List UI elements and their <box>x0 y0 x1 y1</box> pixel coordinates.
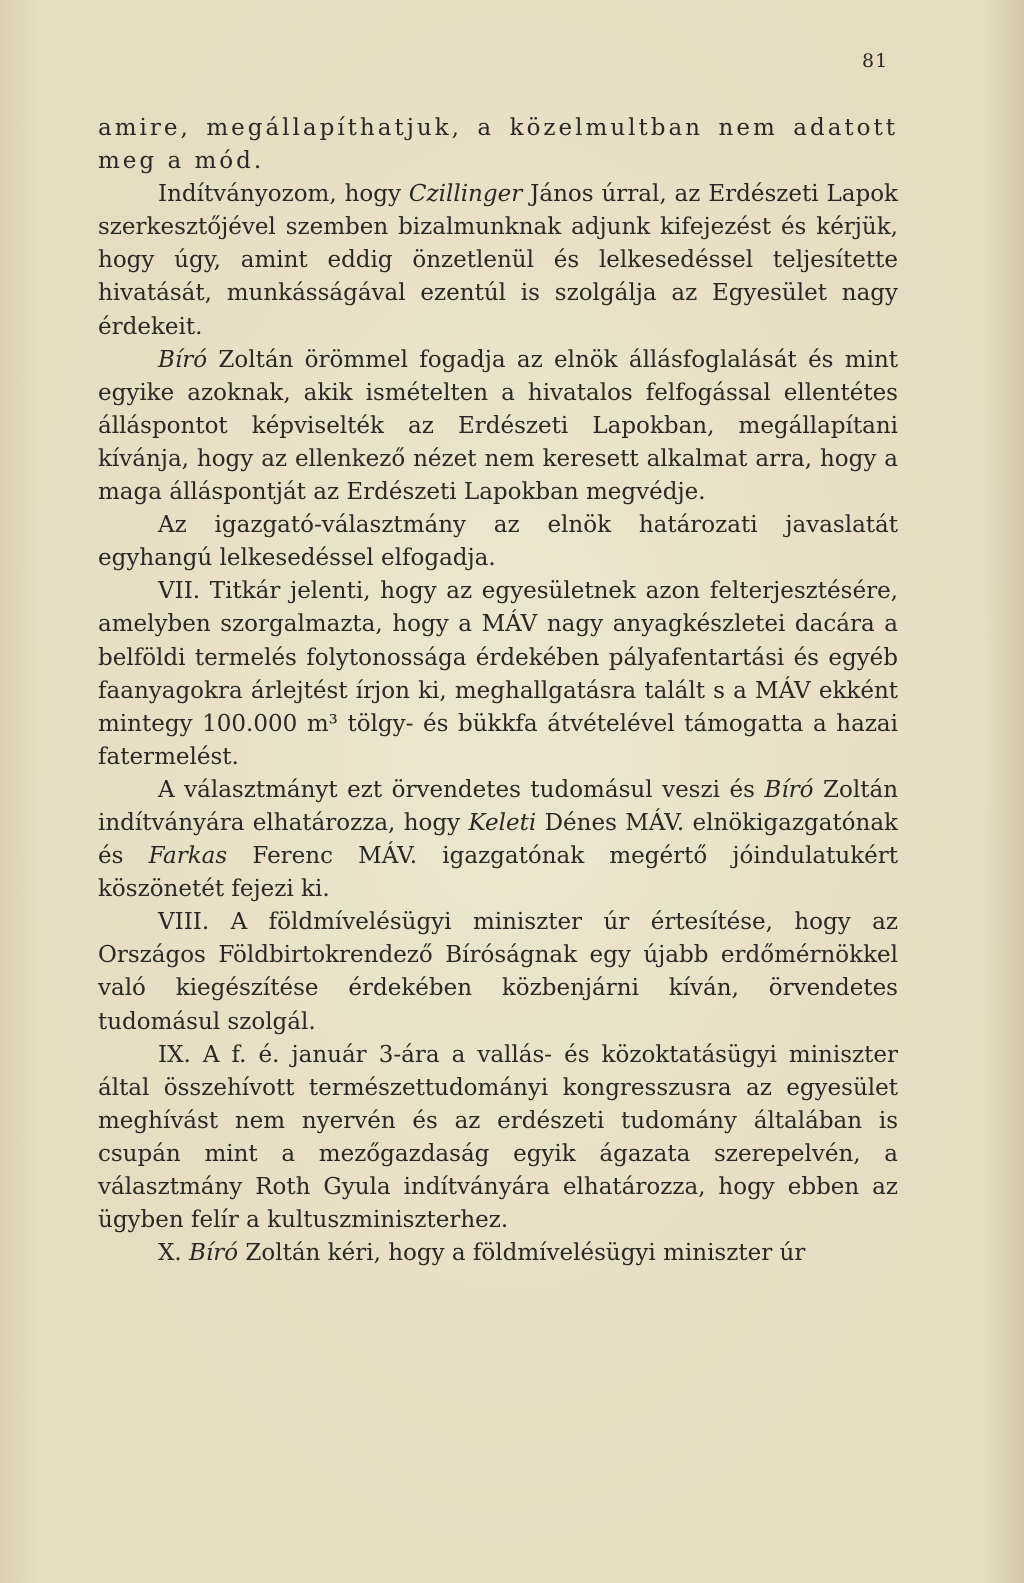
paragraph <box>98 344 898 509</box>
italic-name: Czillinger <box>408 181 523 208</box>
text-run: X. <box>158 1240 189 1267</box>
paragraph <box>98 906 898 1038</box>
text-run: Dénes MÁV. elnökigazgatónak és <box>98 809 898 870</box>
text-run: Az igazgató-választmány az elnök határozati javaslatát egyhangú lelkesedéssel elfogadja. <box>98 512 898 572</box>
text-run: VIII. A földmívelésügyi miniszter úr értesítése, hogy az Országos Földbirtokrendező Bíróságnak egy újabb erdőmérnökkel való kiegészítése érdekében közbenjárni kíván, örvendetes tudomásul szolgál. <box>98 909 898 1035</box>
paragraph <box>98 1039 898 1238</box>
italic-name: Bíró <box>764 776 814 803</box>
paragraph <box>98 112 898 178</box>
paragraph <box>98 575 898 774</box>
paragraph <box>98 178 898 343</box>
paragraph <box>98 1237 898 1270</box>
text-run: amire, megállapíthatjuk, a közelmultban nem adatott meg a mód. <box>98 115 898 175</box>
text-run: Zoltán kéri, hogy a földmívelésügyi miniszter úr <box>238 1240 806 1267</box>
text-run: Zoltán örömmel fogadja az elnök állásfoglalását és mint egyike azoknak, akik ismételten a hivatalos felfogással ellentétes álláspontot képviselték az Erdészeti Lapokban, megállapítani kívánja, hogy az ellenkező nézet nem keresett alkalmat arra, hogy a maga álláspontját az Erdészeti Lapokban megvédje. <box>98 346 898 506</box>
italic-name: Farkas <box>148 843 228 870</box>
text-run: Ferenc MÁV. igazgatónak megértő jóindulatukért köszönetét fejezi ki. <box>98 843 898 903</box>
italic-name: Bíró <box>189 1240 239 1267</box>
text-run: A választmányt ezt örvendetes tudomásul veszi és <box>158 776 765 803</box>
text-run: IX. A f. é. január 3-ára a vallás- és közoktatásügyi miniszter által összehívott természettudományi kongresszusra az egyesület meghívást nem nyervén és az erdészeti tudomány általában is csupán mint a mezőgazdaság egyik ágazata szerepelvén, a választmány Roth Gyula indítványára elhatározza, hogy ebben az ügyben felír a kultuszminiszterhez. <box>98 1041 898 1234</box>
text-run: Zoltán indítványára elhatározza, hogy <box>98 776 899 836</box>
paragraph <box>98 509 898 575</box>
page-number: 81 <box>862 50 889 72</box>
italic-name: Bíró <box>158 346 208 373</box>
text-run: János úrral, az Erdészeti Lapok szerkesztőjével szemben bizalmunknak adjunk kifejezést és kérjük, hogy úgy, amint eddig önzetlenül és lelkesedéssel teljesítette hivatását, munkásságával ezentúl is szolgálja az Egyesület nagy érdekeit. <box>98 181 898 340</box>
italic-name: Keleti <box>468 809 537 836</box>
text-run: VII. Titkár jelenti, hogy az egyesületnek azon felterjesztésére, amelyben szorgalmazta, hogy a MÁV nagy anyagkészletei dacára a belföldi termelés folytonossága érdekében pályafentartási és egyéb faanyagokra árlejtést írjon ki, meghallgatásra talált s a MÁV ekként mintegy 100.000 m³ tölgy- és bükkfa átvételével támogatta a hazai fatermelést. <box>98 578 898 770</box>
body-text <box>98 112 898 1270</box>
text-run: Indítványozom, hogy <box>158 181 409 208</box>
paragraph <box>98 774 898 906</box>
